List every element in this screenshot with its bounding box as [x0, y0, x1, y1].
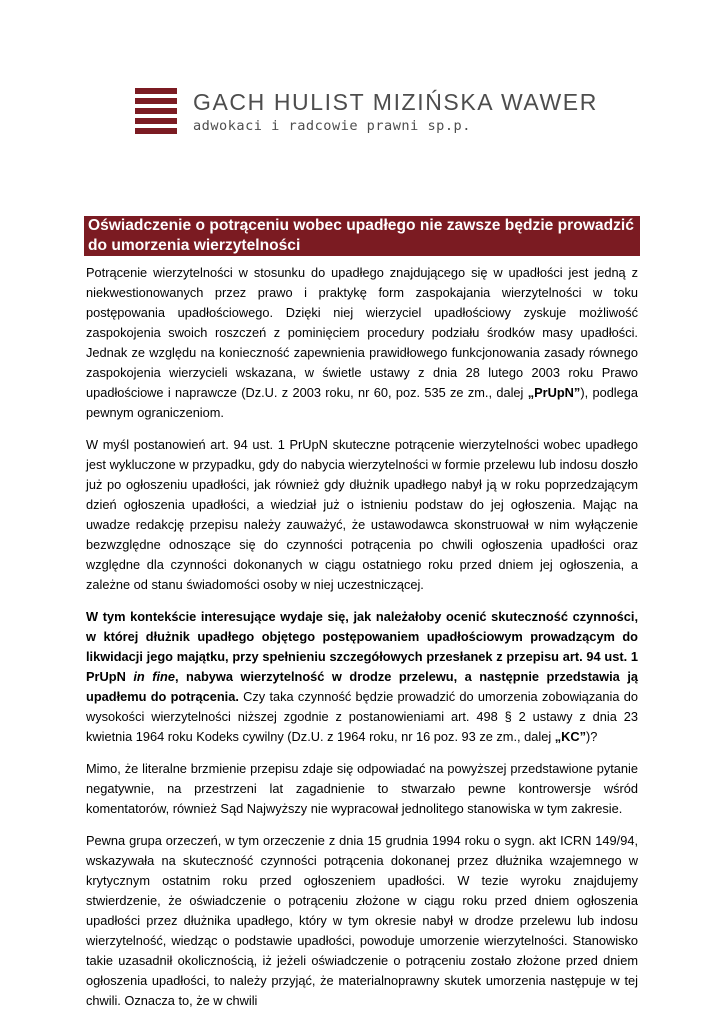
firm-tagline: adwokaci i radcowie prawni sp.p.: [193, 118, 471, 134]
paragraph-5: Pewna grupa orzeczeń, w tym orzeczenie z dnia 15 grudnia 1994 roku o sygn. akt ICRN 149/94, wskazywała na skuteczność czynności potrącenia dokonanej przez dłużnika wzajemnego w krytycznym ostatnim roku przed ogłoszeniem upadłości. W tezie wyroku znajdujemy stwierdzenie, że oświadczenie o potrąceniu złożone w ciągu roku przed dniem ogłoszenia upadłości przez dłużnika upadłego, który w tym okresie nabył w drodze przelewu lub indosu wierzytelność, wiedząc o podstawie upadłości, powoduje umorzenie wierzytelności. Stanowisko takie uzasadnił okolicznością, iż jeżeli oświadczenie o potrąceniu zostało złożone przed dniem ogłoszenia upadłości, to należy przyjąć, że materialnoprawny skutek umorzenia następuje w tej chwili. Oznacza to, że w chwili: [86, 833, 638, 1008]
paragraph-1: [86, 263, 638, 423]
kc-abbreviation: „KC”: [554, 729, 587, 744]
paragraph-4: Mimo, że literalne brzmienie przepisu zdaje się odpowiadać na powyższej przedstawione pytanie negatywnie, na przestrzeni lat zagadnienie to stwarzało pewne kontrowersje wśród komentatorów, również Sąd Najwyższy nie wypracował jednolitego stanowiska w tym zakresie.: [86, 761, 638, 816]
prupn-abbreviation: „PrUpN”: [527, 385, 581, 400]
paragraph-3-question: Czy taka czynność będzie prowadzić do umorzenia zobowiązania do wysokości wierzytelności niższej zgodnie z postanowieniami art. 498 § 2 ustawy z dnia 23 kwietnia 1964 roku Kodeks cywilny (Dz.U. z 1964 roku, nr 16 poz. 93 ze zm., dalej: [86, 689, 638, 744]
article-title: Oświadczenie o potrąceniu wobec upadłego nie zawsze będzie prowadzić do umorzenia wierzytelności: [84, 216, 640, 256]
paragraph-3-bold: W tym kontekście interesujące wydaje się, jak należałoby ocenić skuteczność czynności, w której dłużnik upadłego objętego postępowaniem upadłościowym prowadzącym do likwidacji jego majątku, przy spełnieniu szczegółowych przesłanek z przepisu art. 94 ust. 1 PrUpN in fine, nabywa wierzytelność w drodze przelewu, a następnie przedstawia ją upadłemu do potrącenia.: [86, 609, 638, 704]
logo-bars-icon: [135, 88, 177, 134]
paragraph-3-end: )?: [586, 729, 598, 744]
paragraph-2: W myśl postanowień art. 94 ust. 1 PrUpN skuteczne potrącenie wierzytelności wobec upadłego jest wykluczone w przypadku, gdy do nabycia wierzytelności w formie przelewu lub indosu doszło już po ogłoszeniu upadłości, jak również gdy dłużnik upadłego nabył ją w roku poprzedzającym dzień ogłoszenia upadłości, a wiedział już o istnieniu podstaw do jej ogłoszenia. Mając na uwadze redakcję przepisu należy zauważyć, że ustawodawca skonstruował w nim wyłączenie bezwzględne odnoszące się do czynności potrącenia po chwili ogłoszenia upadłości oraz względne dla czynności dokonanych w ciągu ostatniego roku przed dniem jej ogłoszenia, a zależne od stanu świadomości osoby w niej uczestniczącej.: [86, 437, 638, 592]
paragraph-1-end: ), podlega pewnym ograniczeniom.: [86, 385, 639, 420]
firm-name: GACH HULIST MIZIŃSKA WAWER: [193, 89, 598, 115]
firm-logo: [135, 88, 598, 138]
paragraph-1-text: Potrącenie wierzytelności w stosunku do upadłego znajdującego się w upadłości jest jedną z niekwestionowanych przez prawo i praktykę form zaspokajania wierzytelności w toku postępowania upadłościowego. Dzięki niej wierzyciel upadłościowy zyskuje możliwość zaspokojenia swoich roszczeń z pominięciem procedury podziału środków masy upadłości. Jednak ze względu na konieczność zapewnienia prawidłowego funkcjonowania zasady równego zaspokojenia wierzycieli wskazana, w świetle ustawy z dnia 28 lutego 2003 roku Prawo upadłościowe i naprawcze (Dz.U. z 2003 roku, nr 60, poz. 535 ze zm., dalej: [86, 265, 638, 400]
paragraph-3: [86, 607, 638, 747]
article-body: [86, 263, 638, 1023]
in-fine-phrase: in fine: [133, 669, 175, 684]
